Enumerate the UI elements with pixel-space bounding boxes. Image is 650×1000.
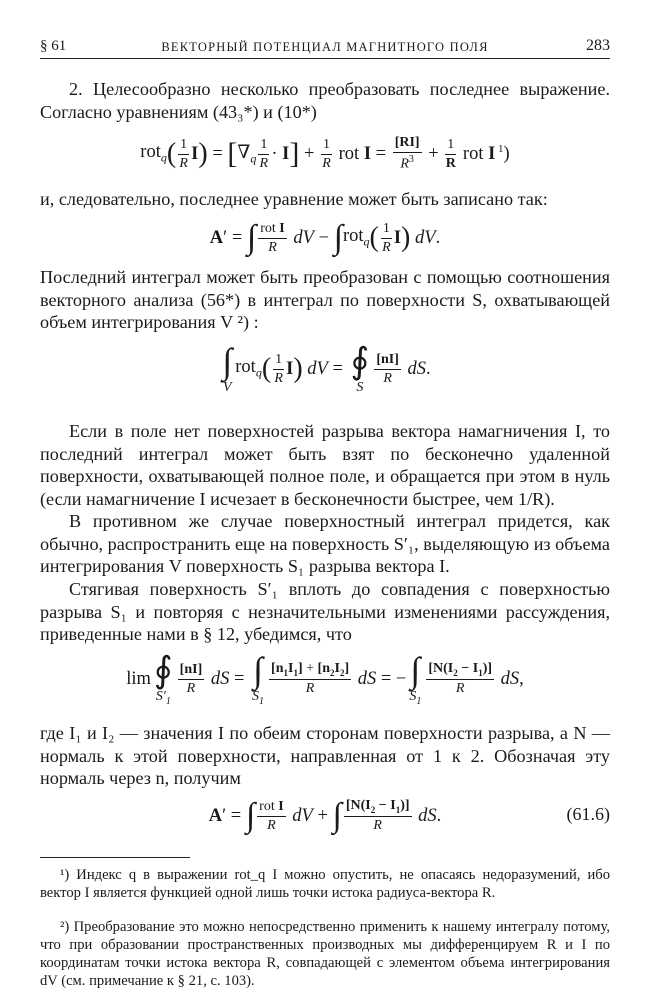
equation-a-prime-1: A′ = ∫ $\frac{\text{rot I}}{R}$ dV − ∫ rot$_q$ ( $\frac{1}{R}$ I ) dV. <box>209 219 441 256</box>
page-number: 283 <box>586 37 610 54</box>
equation-rot-identity: rot$_q$ ( $\frac{1}{R}$ I ) = [ $\nabla_q$ $\frac{1}{R}$ · I ] + $\frac{1}{R}$ rot I = $\frac{[RI]}{R^3}$ + $\frac{1}{R}$ rot I $^1$) <box>140 135 510 172</box>
equation-61-6: A′ = ∫ $\frac{\text{rot I}}{R}$ dV + ∫ $\frac{[N(I_2 - I_1)]}{R}$ dS. (61.6) <box>208 797 610 834</box>
paragraph-4: Если в поле нет поверхностей разрыва вектора намагничения I, то последний интеграл может быть взят по бесконечно удаленной поверхности, охватывающей полное поле, и обращается при этом в нуль (если намагничение I исчезает в бесконечности быстрее, чем 1/R). <box>40 421 610 509</box>
footnote-separator <box>40 857 190 858</box>
paragraph-1: 2. Целесообразно несколько преобразовать последнее выражение. Согласно уравнениям (43₃*) и (10*) <box>40 79 610 122</box>
paragraph-3: Последний интеграл может быть преобразован с помощью соотношения векторного анализа (56*) в интеграл по поверхности S, охватывающей объем интегрирования V ²) : <box>40 267 610 332</box>
paragraph-6: Стягивая поверхность S′₁ вплоть до совпадения с поверхностью разрыва S₁ и повторяя с незначительными изменениями рассуждения, приведенные нами в § 12, убедимся, что <box>40 579 610 644</box>
section-number: § 61 <box>40 38 67 54</box>
paragraph-7: где I₁ и I₂ — значения I по обеим сторонам поверхности разрыва, а N — нормаль к этой поверхности, направленная от 1 к 2. Обозначая эту нормаль через n, получим <box>40 723 610 788</box>
equation-limit-surface: lim ∮ $S'_1$ $\frac{[nI]}{R}$ dS = ∫ $S_1$ $\frac{[n_1I_1] + [n_2I_2]}{R}$ dS = − ∫ $S_1$ $\frac{[N(I_2 - I_1)]}{R}$ dS, <box>126 649 524 707</box>
page-header <box>40 36 610 59</box>
equation-surface-transform: ∫ V rot$_q$ ( $\frac{1}{R}$ I ) dV = ∮ S $\frac{[nI]}{R}$ dS. <box>222 341 431 395</box>
running-title: ВЕКТОРНЫЙ ПОТЕНЦИАЛ МАГНИТНОГО ПОЛЯ <box>161 40 489 54</box>
footnote-2: ²) Преобразование это можно непосредственно применить к нашему интегралу потому, что при образовании пространственных производных мы дифференцируем R и I по координатам точки истока вектора R, совпадающей с элементом объема интегрирования dV (см. примечание к § 21, с. 103). <box>40 919 610 989</box>
equation-number: (61.6) <box>566 804 610 824</box>
paragraph-5: В противном же случае поверхностный интеграл придется, как обычно, распространить еще на поверхность S′₁, выделяющую из объема интегрирования V поверхность S₁ разрыва вектора I. <box>40 511 610 576</box>
paragraph-2: и, следовательно, последнее уравнение может быть записано так: <box>40 189 548 209</box>
footnote-1: ¹) Индекс q в выражении rot_q I можно опустить, не опасаясь недоразумений, ибо вектор I является функцией одной лишь точки истока радиуса-вектора R. <box>40 867 610 901</box>
